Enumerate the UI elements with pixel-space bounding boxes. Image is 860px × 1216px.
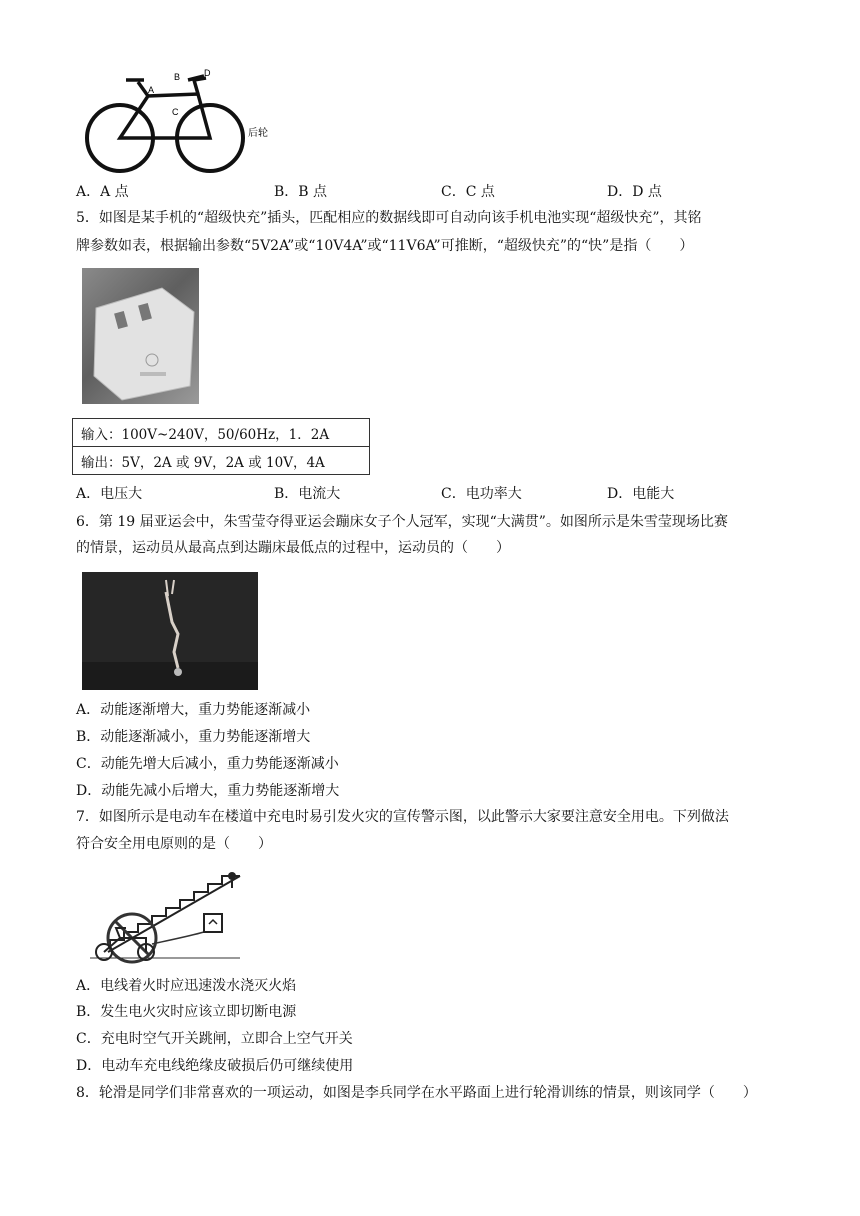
q5-option-d[interactable]: D．电能大 — [607, 486, 675, 502]
charger-photo — [82, 268, 199, 404]
q5-option-c[interactable]: C．电功率大 — [441, 486, 522, 502]
q6-option-b[interactable]: B．动能逐渐减小，重力势能逐渐增大 — [76, 729, 311, 745]
q7-stem-line2: 符合安全用电原则的是（ ） — [76, 836, 272, 852]
q4-option-c[interactable]: C．C 点 — [441, 184, 495, 200]
q4-option-a[interactable]: A．A 点 — [76, 184, 129, 200]
q6-stem-line2: 的情景，运动员从最高点到达蹦床最低点的过程中，运动员的（ ） — [76, 540, 510, 556]
q7-stem-line1: 7．如图所示是电动车在楼道中充电时易引发火灾的宣传警示图，以此警示大家要注意安全用电。下列做法 — [76, 809, 729, 825]
spec-table — [72, 418, 370, 475]
q6-option-d[interactable]: D．动能先减小后增大，重力势能逐渐增大 — [76, 783, 340, 799]
q5-stem-line2: 牌参数如表，根据输出参数“5V2A”或“10V4A”或“11V6A”可推断，“超级快充”的“快”是指（ ） — [76, 238, 694, 254]
q4-option-d[interactable]: D．D 点 — [607, 184, 662, 200]
point-label-c: C — [172, 107, 179, 117]
q4-option-b[interactable]: B．B 点 — [274, 184, 328, 200]
q5-option-a[interactable]: A．电压大 — [76, 486, 143, 502]
q5-option-b[interactable]: B．电流大 — [274, 486, 341, 502]
trampoline-photo — [82, 572, 258, 690]
point-label-b: B — [174, 72, 181, 82]
ebike-warning-figure — [80, 866, 246, 970]
point-label-a: A — [148, 85, 155, 95]
q6-stem-line1: 6．第 19 届亚运会中，朱雪莹夺得亚运会蹦床女子个人冠军，实现“大满贯”。如图所示是朱雪莹现场比赛 — [76, 514, 728, 530]
q7-option-d[interactable]: D．电动车充电线绝缘皮破损后仍可继续使用 — [76, 1058, 354, 1074]
q6-option-c[interactable]: C．动能先增大后减小，重力势能逐渐减小 — [76, 756, 339, 772]
rear-wheel-label: 后轮 — [248, 128, 268, 139]
q7-option-c[interactable]: C．充电时空气开关跳闸，立即合上空气开关 — [76, 1031, 353, 1047]
q8-stem-line1: 8．轮滑是同学们非常喜欢的一项运动，如图是李兵同学在水平路面上进行轮滑训练的情景，则该同学（ ） — [76, 1085, 757, 1101]
point-label-d: D — [204, 68, 211, 78]
q7-option-a[interactable]: A．电线着火时应迅速泼水浇灭火焰 — [76, 978, 297, 994]
bicycle-figure — [78, 66, 278, 178]
q6-option-a[interactable]: A．动能逐渐增大，重力势能逐渐减小 — [76, 702, 311, 718]
spec-input: 输入：100V~240V，50/60Hz，1．2A — [73, 419, 370, 447]
q7-option-b[interactable]: B．发生电火灾时应该立即切断电源 — [76, 1004, 297, 1020]
q5-stem-line1: 5．如图是某手机的“超级快充”插头，匹配相应的数据线即可自动向该手机电池实现“超级快充”，其铭 — [76, 210, 702, 226]
spec-output: 输出：5V，2A 或 9V，2A 或 10V，4A — [73, 447, 370, 475]
